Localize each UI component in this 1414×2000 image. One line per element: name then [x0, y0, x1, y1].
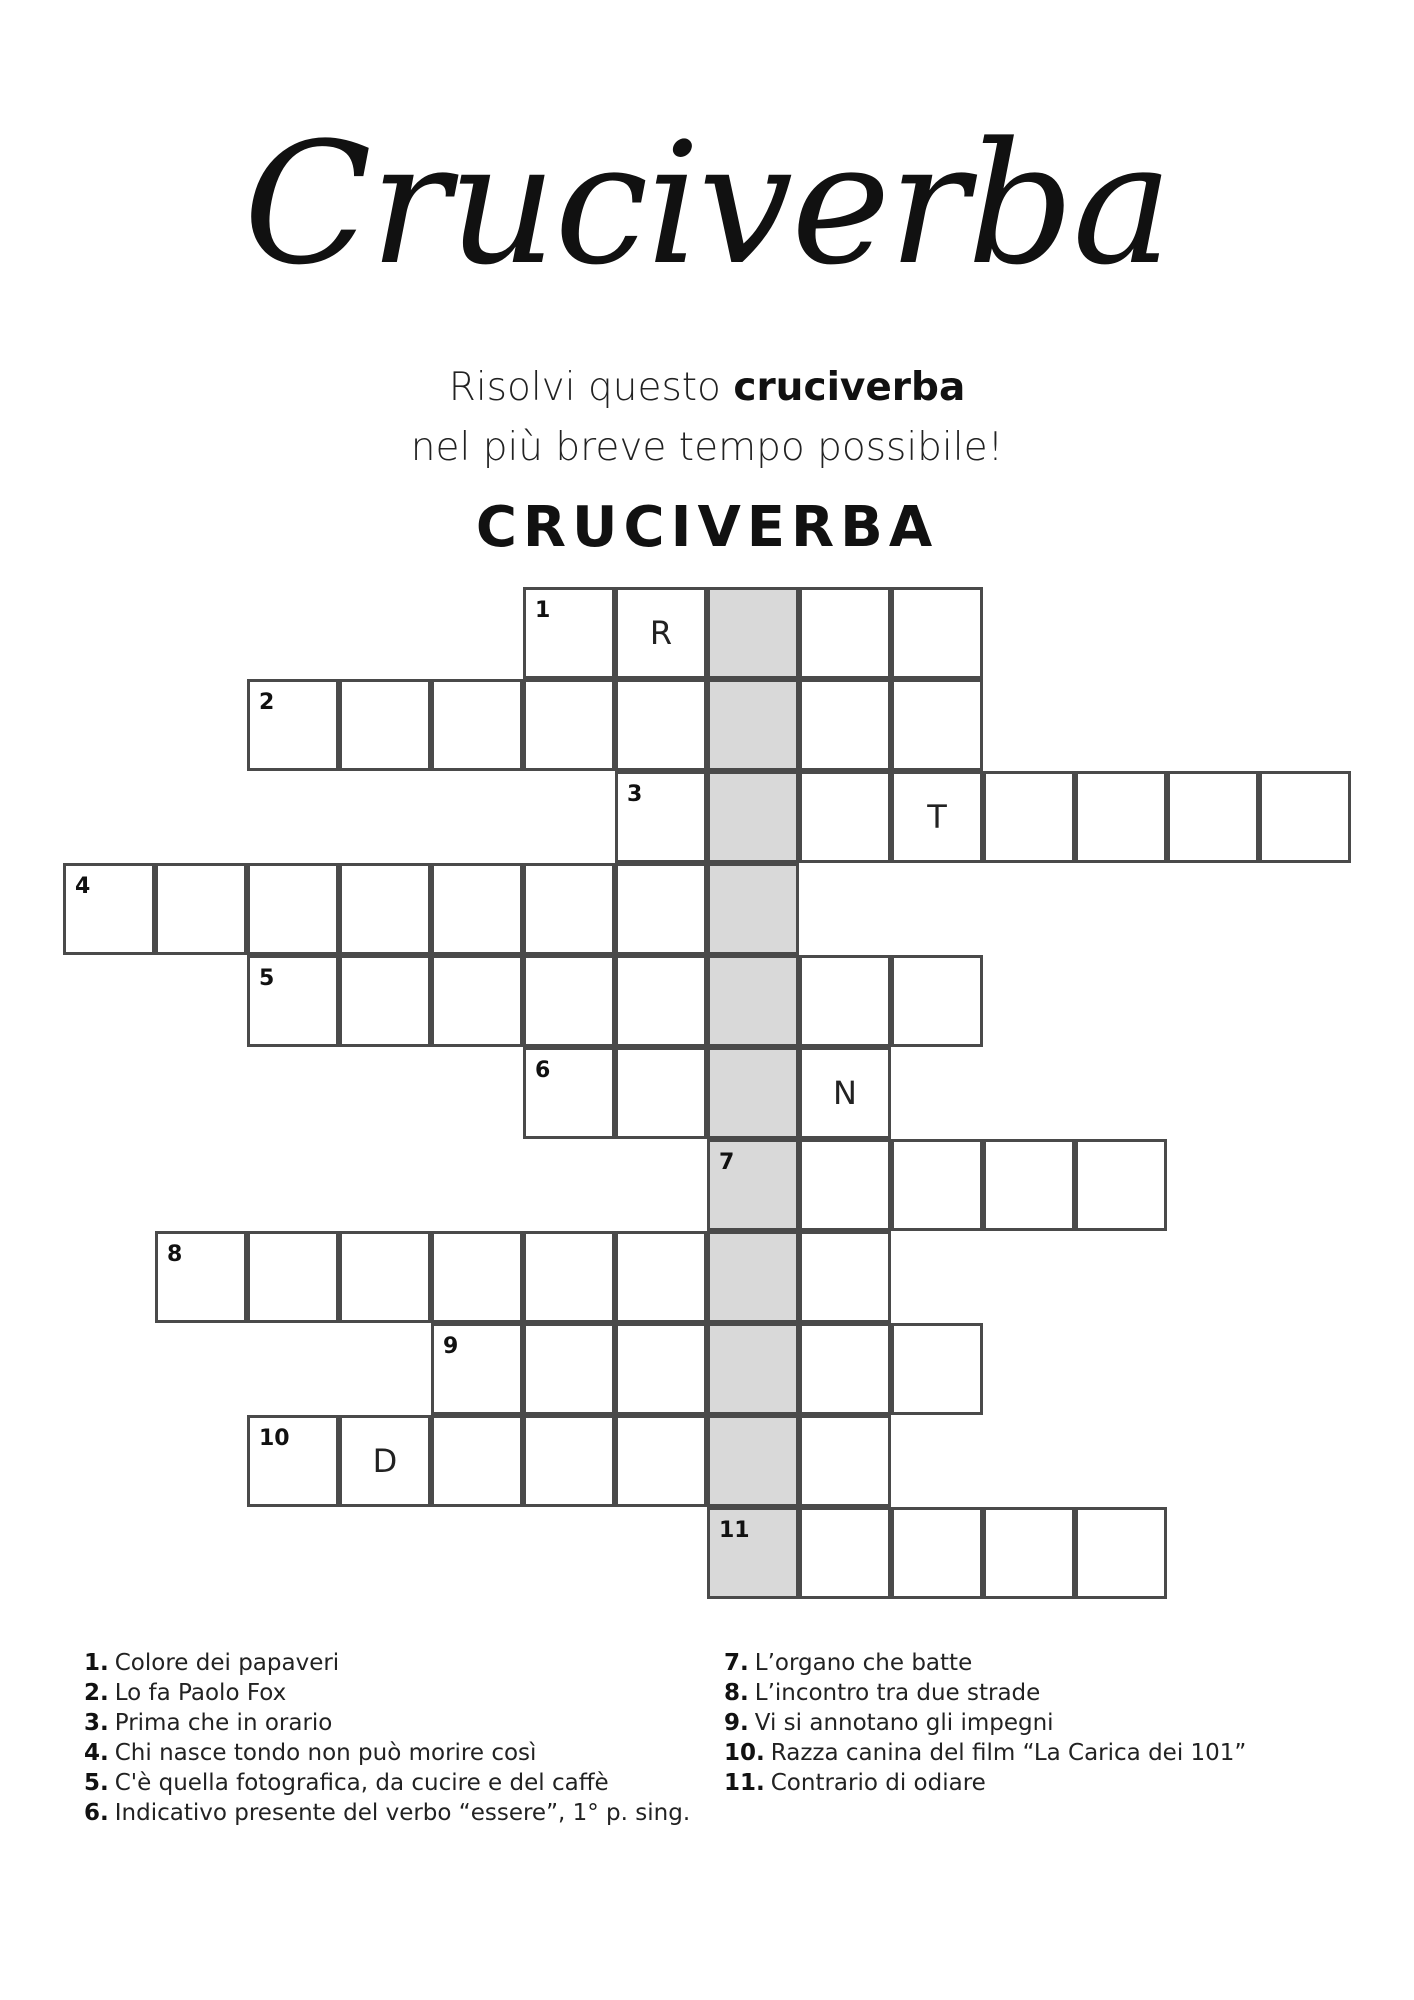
clue-number: 3 [627, 782, 643, 807]
given-letter: R [649, 614, 673, 652]
clue-list-right [724, 1648, 1246, 1798]
clue-number: 7 [719, 1150, 735, 1175]
clue-item [84, 1678, 690, 1708]
grid-cell[interactable] [247, 863, 339, 955]
grid-cell[interactable] [431, 1231, 523, 1323]
grid-cell[interactable] [1075, 1139, 1167, 1231]
clue-item [84, 1708, 690, 1738]
grid-cell[interactable] [707, 1507, 799, 1599]
grid-cell[interactable] [523, 955, 615, 1047]
grid-cell[interactable] [799, 587, 891, 679]
clue-item [724, 1678, 1246, 1708]
clue-number: 8 [167, 1242, 183, 1267]
clue-item-number: 1. [84, 1650, 109, 1676]
clue-item [84, 1648, 690, 1678]
grid-cell[interactable] [615, 955, 707, 1047]
grid-cell[interactable] [615, 1415, 707, 1507]
clue-item-number: 3. [84, 1710, 109, 1736]
grid-cell[interactable] [523, 679, 615, 771]
clue-item-text: Contrario di odiare [770, 1770, 986, 1796]
grid-cell[interactable] [523, 863, 615, 955]
page-title: Cruciverba [243, 106, 1171, 302]
grid-cell[interactable] [615, 1047, 707, 1139]
grid-cell[interactable] [1075, 771, 1167, 863]
grid-cell[interactable] [339, 955, 431, 1047]
clue-item-text: L’incontro tra due strade [754, 1680, 1041, 1706]
grid-cell[interactable] [799, 1323, 891, 1415]
grid-cell[interactable] [339, 679, 431, 771]
grid-cell[interactable] [983, 771, 1075, 863]
grid-cell[interactable] [1167, 771, 1259, 863]
section-heading: CRUCIVERBA [475, 495, 939, 560]
grid-cell[interactable] [247, 955, 339, 1047]
grid-cell[interactable] [431, 955, 523, 1047]
grid-cell[interactable] [891, 1507, 983, 1599]
clue-item-number: 6. [84, 1800, 109, 1826]
clue-item [84, 1738, 690, 1768]
grid-cell[interactable] [615, 679, 707, 771]
grid-cell[interactable] [1259, 771, 1351, 863]
grid-cell[interactable] [523, 1415, 615, 1507]
clue-item-number: 9. [724, 1710, 749, 1736]
clue-item-text: Indicativo presente del verbo “essere”, 1° p. sing. [114, 1800, 691, 1826]
clue-item-number: 5. [84, 1770, 109, 1796]
clue-item-text: Prima che in orario [114, 1710, 333, 1736]
grid-cell[interactable] [891, 955, 983, 1047]
clue-item [84, 1798, 690, 1828]
clue-list-left [84, 1648, 690, 1828]
clue-number: 11 [719, 1518, 750, 1543]
grid-cell[interactable] [799, 955, 891, 1047]
grid-cell[interactable] [431, 1323, 523, 1415]
grid-cell[interactable] [983, 1139, 1075, 1231]
clue-number: 2 [259, 690, 275, 715]
clue-item-number: 4. [84, 1740, 109, 1766]
grid-cell[interactable] [707, 771, 799, 863]
clue-item-text: L’organo che batte [754, 1650, 973, 1676]
clue-item-number: 10. [724, 1740, 765, 1766]
grid-cell[interactable] [431, 1415, 523, 1507]
clue-item [724, 1738, 1246, 1768]
clue-item-text: Chi nasce tondo non può morire così [114, 1740, 537, 1766]
grid-cell[interactable] [339, 863, 431, 955]
clue-number: 1 [535, 598, 551, 623]
clue-item [724, 1648, 1246, 1678]
clue-item-text: Vi si annotano gli impegni [754, 1710, 1054, 1736]
grid-cell[interactable] [799, 771, 891, 863]
grid-cell[interactable] [707, 1231, 799, 1323]
grid-cell[interactable] [891, 1323, 983, 1415]
grid-cell[interactable] [891, 587, 983, 679]
clue-number: 9 [443, 1334, 459, 1359]
grid-cell[interactable] [523, 587, 615, 679]
grid-cell[interactable] [523, 1047, 615, 1139]
clue-item-text: C'è quella fotografica, da cucire e del caffè [114, 1770, 609, 1796]
grid-cell[interactable] [707, 863, 799, 955]
clue-item-number: 11. [724, 1770, 765, 1796]
grid-cell[interactable] [155, 1231, 247, 1323]
clue-number: 5 [259, 966, 275, 991]
grid-cell[interactable] [1075, 1507, 1167, 1599]
grid-cell[interactable] [615, 863, 707, 955]
grid-cell[interactable] [615, 587, 707, 679]
clue-item-text: Lo fa Paolo Fox [114, 1680, 287, 1706]
given-letter: D [372, 1442, 398, 1480]
clue-number: 6 [535, 1058, 551, 1083]
grid-cell[interactable] [523, 1231, 615, 1323]
grid-cell[interactable] [707, 955, 799, 1047]
grid-cell[interactable] [799, 1415, 891, 1507]
clue-item [84, 1768, 690, 1798]
grid-cell[interactable] [707, 1139, 799, 1231]
grid-cell[interactable] [247, 1415, 339, 1507]
grid-cell[interactable] [615, 1231, 707, 1323]
subtitle-line-2: nel più breve tempo possibile! [410, 425, 1004, 470]
clue-item-number: 8. [724, 1680, 749, 1706]
grid-cell[interactable] [431, 863, 523, 955]
grid-cell[interactable] [63, 863, 155, 955]
grid-cell[interactable] [799, 1507, 891, 1599]
grid-cell[interactable] [891, 1139, 983, 1231]
clue-item [724, 1708, 1246, 1738]
grid-cell[interactable] [799, 1231, 891, 1323]
grid-cell[interactable] [707, 1415, 799, 1507]
clue-item [724, 1768, 1246, 1798]
clue-item-number: 7. [724, 1650, 749, 1676]
grid-cell[interactable] [707, 587, 799, 679]
grid-cell[interactable] [247, 1231, 339, 1323]
clue-number: 10 [259, 1426, 290, 1451]
given-letter: N [833, 1074, 857, 1112]
grid-cell[interactable] [707, 1047, 799, 1139]
clue-item-text: Colore dei papaveri [114, 1650, 340, 1676]
grid-cell[interactable] [799, 679, 891, 771]
grid-cell[interactable] [707, 1323, 799, 1415]
grid-cell[interactable] [431, 679, 523, 771]
grid-cell[interactable] [891, 771, 983, 863]
grid-cell[interactable] [983, 1507, 1075, 1599]
given-letter: T [927, 798, 947, 836]
clue-item-text: Razza canina del film “La Carica dei 101” [770, 1740, 1247, 1766]
grid-cell[interactable] [615, 1323, 707, 1415]
grid-cell[interactable] [707, 679, 799, 771]
grid-cell[interactable] [799, 1139, 891, 1231]
grid-cell[interactable] [523, 1323, 615, 1415]
grid-cell[interactable] [615, 771, 707, 863]
grid-cell[interactable] [339, 1415, 431, 1507]
grid-cell[interactable] [247, 679, 339, 771]
grid-cell[interactable] [155, 863, 247, 955]
clue-number: 4 [75, 874, 91, 899]
grid-cell[interactable] [339, 1231, 431, 1323]
clue-item-number: 2. [84, 1680, 109, 1706]
grid-cell[interactable] [799, 1047, 891, 1139]
subtitle-line-1-bold: cruciverba [733, 365, 966, 410]
grid-cell[interactable] [891, 679, 983, 771]
subtitle-line-1-text: Risolvi questo [448, 365, 721, 410]
